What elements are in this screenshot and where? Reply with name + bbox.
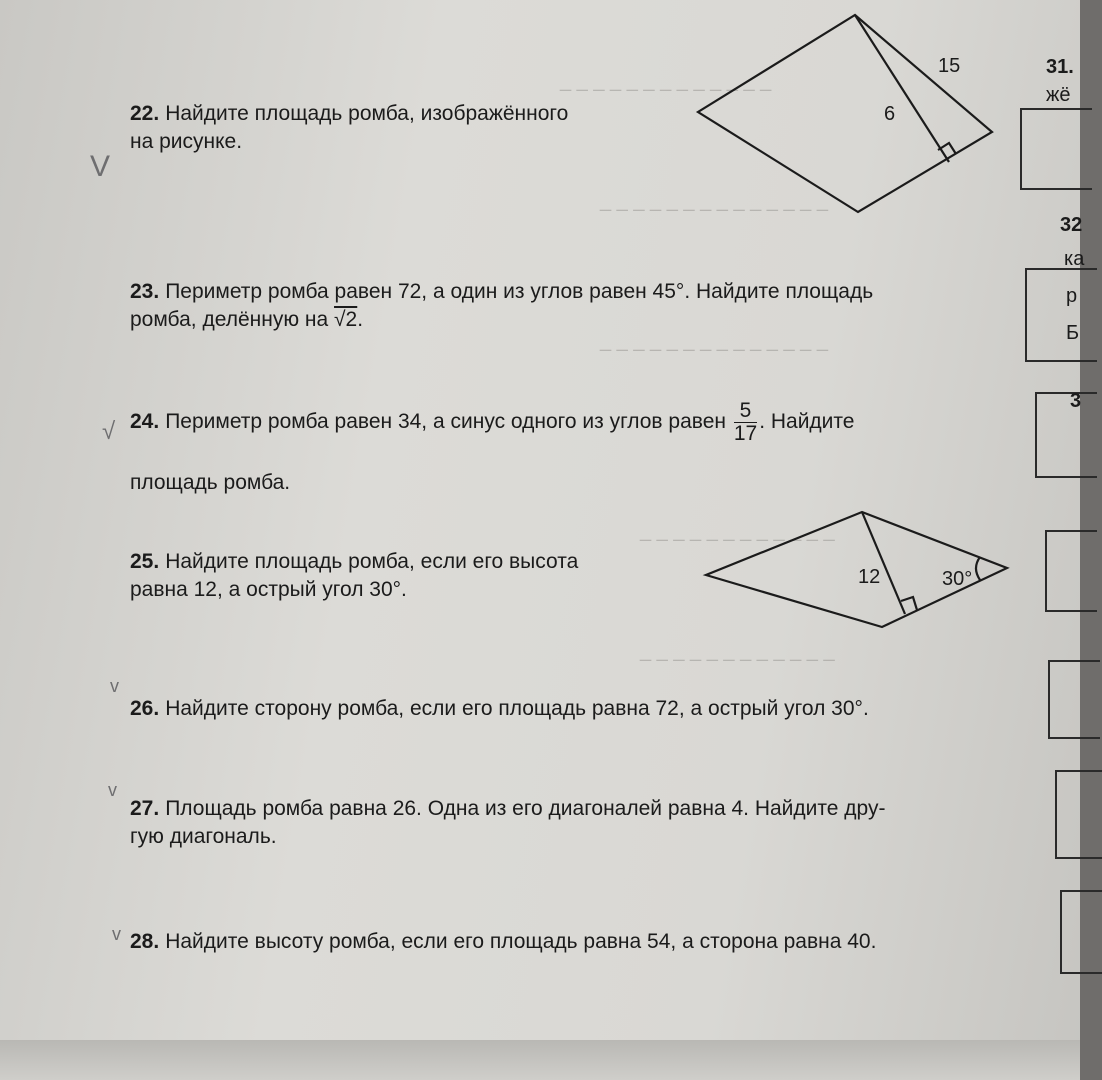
problem-number: 23. [130,280,160,303]
problem-text: ромба, делённую на [130,308,329,331]
figure-25-height-label: 12 [858,566,881,588]
bleed-through-text: _ _ _ _ _ _ _ _ _ _ _ _ [640,640,835,662]
problem-text: на рисунке. [130,130,243,153]
problem-text: Найдите высоту ромба, если его площадь равна 54, а сторона равна 40. [165,930,877,953]
problem-number: 28. [130,930,160,953]
pencil-check-mark: v [112,924,121,944]
angle-arc [976,557,980,580]
bleed-through-text: _ _ _ _ _ _ _ _ _ _ _ _ _ _ [600,330,828,352]
problem-text: Периметр ромба равен 72, а один из углов равен 45°. Найдите площадь [165,280,874,303]
bleed-through-text: _ _ _ _ _ _ _ _ _ _ _ _ _ [560,70,772,92]
next-column-fragment: 32 [1060,214,1083,236]
rhombus-height-line [855,15,949,162]
problem-number: 24. [130,410,160,434]
pencil-check-mark: √ [102,418,116,445]
answer-box [1048,660,1100,739]
right-angle-mark [938,143,956,154]
answer-box [1025,268,1097,362]
figure-25-angle-label: 30° [942,568,973,590]
fraction: $\frac{5}{17}$ [733,399,758,445]
problem-number: 26. [130,697,160,720]
answer-box [1035,392,1097,478]
next-column-fragment: жё [1046,84,1071,106]
problem-text: Найдите площадь ромба, изображённого [165,102,569,125]
next-column-fragment: р [1066,285,1078,307]
sqrt-expression: √2 [334,308,358,331]
problem-text: равна 12, а острый угол 30°. [130,578,407,601]
next-column-fragment: 3 [1070,390,1082,412]
figure-22-side-label: 15 [938,55,961,77]
figure-22-height-label: 6 [884,103,896,125]
problem-text: Найдите площадь ромба, если его высота [165,550,579,573]
next-column-fragment: ка [1064,248,1085,270]
figure-22-rhombus [698,15,992,212]
answer-box [1060,890,1102,974]
rhombus-outline [698,15,992,212]
bleed-through-text: _ _ _ _ _ _ _ _ _ _ _ _ [640,520,835,542]
problem-number: 25. [130,550,160,573]
problem-23: 23. Периметр ромба равен 72, а один из углов равен 45°. Найдите площадь ромба, делённую на √2. [130,280,874,331]
problem-text: Найдите сторону ромба, если его площадь равна 72, а острый угол 30°. [165,697,869,720]
problem-text: Площадь ромба равна 26. Одна из его диагоналей равна 4. Найдите дру- [165,797,886,820]
pencil-check-mark: v [108,780,117,800]
next-column-fragment: 31. [1046,56,1074,78]
rhombus-height-line [862,512,905,614]
answer-box [1020,108,1092,190]
pencil-check-mark: V [90,150,111,183]
page-bottom-edge [0,1040,1080,1080]
problem-text: площадь ромба. [130,471,291,494]
problem-24: 24. Периметр ромба равен 34, а синус одного из углов равен $\frac{5}{17}$ . Найдите площадь ромба. [130,400,854,497]
problem-text: Периметр ромба равен 34, а синус одного из углов равен [165,410,726,434]
pencil-check-mark: v [110,676,119,696]
problem-number: 22. [130,102,160,125]
problem-number: 27. [130,797,160,820]
bleed-through-text: _ _ _ _ _ _ _ _ _ _ _ _ _ _ [600,190,828,212]
next-column-fragment: Б [1066,322,1080,344]
answer-box [1045,530,1097,612]
problem-text: гую диагональ. [130,825,277,848]
answer-box [1055,770,1102,859]
